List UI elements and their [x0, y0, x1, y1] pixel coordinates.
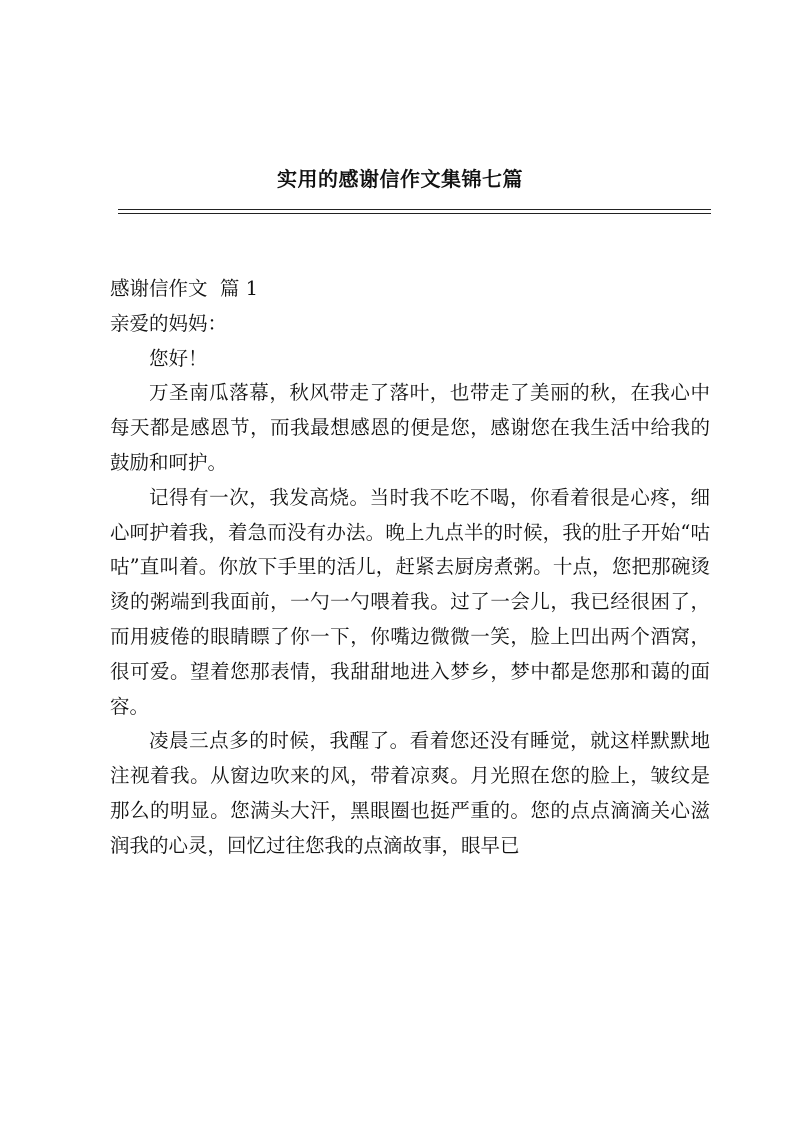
document-body: [110, 272, 710, 864]
title-rule-top: [118, 209, 711, 210]
document-title: 实用的感谢信作文集锦七篇: [277, 167, 523, 191]
section-heading: 感谢信作文 篇 1: [110, 277, 259, 300]
paragraph-3: 凌晨三点多的时候，我醒了。看着您还没有睡觉，就这样默默地注视着我。从窗边吹来的风，带着凉爽。月光照在您的脸上，皱纹是那么的明显。您满头大汗，黑眼圈也挺严重的。您的点点滴滴关心滋润我的心灵，回忆过往您我的点滴故事，眼早已: [110, 729, 710, 857]
paragraph-1: 万圣南瓜落幕，秋风带走了落叶，也带走了美丽的秋，在我心中每天都是感恩节，而我最想感恩的便是您，感谢您在我生活中给我的鼓励和呵护。: [110, 381, 710, 474]
paragraph-2: 记得有一次，我发高烧。当时我不吃不喝，你看着很是心疼，细心呵护着我，着急而没有办法。晚上九点半的时候，我的肚子开始“咕咕”直叫着。你放下手里的活儿，赶紧去厨房煮粥。十点，您把那碗烫烫的粥端到我面前，一勺一勺喂着我。过了一会儿，我已经很困了，而用疲倦的眼睛瞟了你一下，你嘴边微微一笑，脸上凹出两个酒窝，很可爱。望着您那表情，我甜甜地进入梦乡，梦中都是您那和蔼的面容。: [110, 485, 710, 718]
title-rule-bottom: [118, 213, 711, 214]
salutation: 亲爱的妈妈：: [110, 311, 228, 335]
greeting: 您好！: [149, 346, 208, 370]
